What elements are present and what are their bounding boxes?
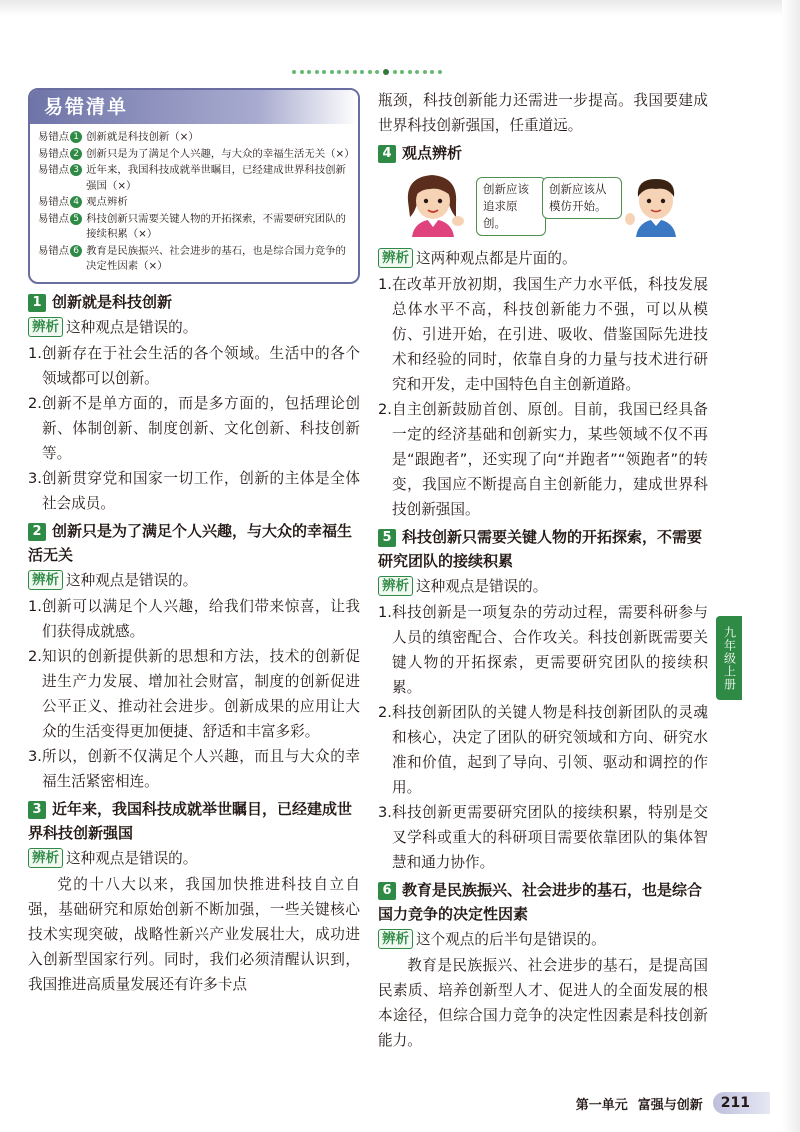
analysis-text: 这个观点的后半句是错误的。: [416, 931, 606, 948]
list-item: [378, 397, 708, 522]
item-text: 创新可以满足个人兴趣，给我们带来惊喜，让我们获得成就感。: [42, 597, 360, 640]
error-item-tag: 易错点: [38, 244, 70, 257]
section-title: 近年来，我国科技成就举世瞩目，已经建成世界科技创新强国: [28, 799, 353, 842]
section-5-heading: [378, 525, 708, 573]
item-number: 3.: [28, 469, 42, 487]
analysis-text: 这种观点是错误的。: [66, 849, 198, 867]
list-item: [28, 341, 360, 391]
error-item-tag: 易错点: [38, 131, 70, 143]
grade-side-tab: 九年级上册: [716, 616, 742, 700]
error-item-text: 近年来，我国科技成就举世瞩目，已经建成世界科技创新强国（×）: [86, 164, 346, 192]
error-item-text: 观点辨析: [86, 196, 128, 208]
list-item: [378, 600, 708, 700]
left-column: [28, 88, 360, 997]
item-number: 2.: [378, 401, 392, 418]
list-item: [28, 744, 360, 794]
error-item-tag: 易错点: [38, 196, 70, 208]
section-number: 2: [28, 523, 46, 541]
error-item-number: 1: [70, 131, 82, 143]
error-item-number: 6: [70, 245, 82, 257]
error-item-tag: 易错点: [38, 147, 70, 160]
error-item-text: 创新就是科技创新（×）: [86, 131, 199, 143]
item-number: 3.: [28, 747, 42, 765]
footer-title: 富强与创新: [637, 1097, 703, 1113]
analysis-badge: 辨析: [378, 929, 413, 949]
error-list-title: 易错清单: [30, 90, 358, 124]
error-item-tag: 易错点: [38, 212, 70, 225]
error-item-number: 5: [70, 213, 82, 225]
section-title: 科技创新只需要关键人物的开拓探索，不需要研究团队的接续积累: [378, 528, 703, 570]
section-title: 教育是民族振兴、社会进步的基石，也是综合国力竞争的决定性因素: [378, 881, 703, 923]
analysis-badge: 辨析: [378, 248, 413, 268]
section-2-heading: [28, 519, 360, 567]
item-number: 1.: [28, 344, 42, 362]
girl-figure-icon: [400, 171, 468, 237]
error-item-tag: 易错点: [38, 164, 70, 176]
section-5-analysis: [378, 575, 708, 599]
section-number: 4: [378, 145, 396, 163]
section-title: 创新就是科技创新: [52, 292, 173, 311]
item-text: 在改革开放初期，我国生产力水平低，科技发展总体水平不高，科技创新能力不强，可以从模仿、引进开始，在引进、吸收、借鉴国际先进技术和经验的同时，依靠自身的力量与技术进行研究和开发，走中国特色自主创新道路。: [392, 276, 708, 393]
error-item: [38, 212, 350, 243]
item-number: 1.: [378, 276, 392, 293]
section-number: 1: [28, 294, 46, 312]
section-title: 创新只是为了满足个人兴趣，与大众的幸福生活无关: [28, 521, 353, 564]
list-item: [378, 700, 708, 800]
error-item: [38, 130, 350, 146]
viewpoint-illustration: [378, 171, 708, 239]
analysis-text: 这两种观点都是片面的。: [416, 250, 577, 267]
analysis-badge: 辨析: [378, 576, 413, 596]
section-6-heading: [378, 878, 708, 926]
item-text: 创新不是单方面的，而是多方面的，包括理论创新、体制创新、制度创新、文化创新、科技创新等。: [42, 394, 360, 462]
analysis-badge: 辨析: [28, 848, 63, 868]
item-number: 1.: [378, 604, 392, 621]
analysis-text: 这种观点是错误的。: [66, 318, 198, 336]
item-text: 科技创新更需要研究团队的接续积累，特别是交叉学科或重大的科研项目需要依靠团队的集体智慧和通力协作。: [392, 804, 708, 871]
section-6-paragraph: 教育是民族振兴、社会进步的基石，是提高国民素质、培养创新型人才、促进人的全面发展的根本途径，但综合国力竞争的决定性因素是科技创新能力。: [378, 957, 708, 1049]
list-item: [378, 800, 708, 875]
item-text: 创新存在于社会生活的各个领域。生活中的各个领域都可以创新。: [42, 344, 360, 387]
section-3-paragraph: 党的十八大以来，我国加快推进科技自立自强，基础研究和原始创新不断加强，一些关键核心技术实现突破，战略性新兴产业发展壮大，成功进入创新型国家行列。同时，我们必须清醒认识到，我国推进高质量发展还有许多卡点: [28, 875, 360, 993]
error-item-text: 创新只是为了满足个人兴趣，与大众的幸福生活无关（×）: [86, 147, 355, 160]
boy-figure-icon: [624, 171, 688, 237]
error-item: [38, 147, 355, 163]
analysis-text: 这种观点是错误的。: [66, 571, 198, 589]
item-number: 1.: [28, 597, 42, 615]
list-item: [28, 391, 360, 466]
item-text: 所以，创新不仅满足个人兴趣，而且与大众的幸福生活紧密相连。: [42, 747, 360, 790]
girl-speech-bubble: 创新应该追求原创。: [476, 177, 546, 236]
section-4-analysis: [378, 247, 708, 271]
page-footer: [576, 1091, 770, 1115]
decorative-dots: [292, 68, 442, 76]
error-item-number: 2: [70, 148, 82, 160]
item-number: 2.: [28, 647, 42, 665]
error-list-items: [30, 124, 358, 282]
section-1-analysis: [28, 316, 360, 340]
error-item: [38, 244, 350, 275]
item-text: 知识的创新提供新的思想和方法，技术的创新促进生产力发展、增加社会财富，制度的创新促进公平正义、推动社会进步。创新成果的应用让大众的生活变得更加便捷、舒适和丰富多彩。: [42, 647, 360, 740]
item-number: 2.: [378, 704, 392, 721]
item-text: 科技创新是一项复杂的劳动过程，需要科研参与人员的缜密配合、合作攻关。科技创新既需要关键人物的开拓探索，更需要研究团队的接续积累。: [392, 604, 708, 696]
item-number: 2.: [28, 394, 42, 412]
section-number: 6: [378, 882, 396, 900]
error-list-box: [28, 88, 360, 284]
section-title: 观点辨析: [402, 144, 463, 162]
section-2-analysis: [28, 569, 360, 593]
section-4-heading: [378, 141, 708, 165]
analysis-text: 这种观点是错误的。: [416, 578, 548, 595]
right-column: [378, 88, 708, 1053]
list-item: [28, 644, 360, 744]
item-text: 创新贯穿党和国家一切工作，创新的主体是全体社会成员。: [42, 469, 360, 512]
analysis-badge: 辨析: [28, 570, 63, 590]
error-item-text: 科技创新只需要关键人物的开拓探索，不需要研究团队的接续积累（×）: [86, 212, 346, 240]
analysis-badge: 辨析: [28, 317, 63, 337]
section-3-paragraph-continued: 瓶颈，科技创新能力还需进一步提高。我国要建成世界科技创新强国，任重道远。: [378, 92, 708, 134]
section-number: 5: [378, 529, 396, 547]
section-number: 3: [28, 801, 46, 819]
item-text: 科技创新团队的关键人物是科技创新团队的灵魂和核心，决定了团队的研究领域和方向、研究水准和价值，起到了导向、引领、驱动和调控的作用。: [392, 704, 708, 796]
error-item-number: 3: [70, 164, 82, 176]
page-top-edge: [0, 0, 800, 16]
item-text: 自主创新鼓励首创、原创。目前，我国已经具备一定的经济基础和创新实力，某些领域不仅不再是“跟跑者”，还实现了向“并跑者”“领跑者”的转变，我国应不断提高自主创新能力，建成世界科技创新强国。: [392, 401, 708, 518]
error-item: [38, 195, 350, 211]
page-number: 211: [713, 1092, 770, 1114]
section-3-heading: [28, 797, 360, 845]
boy-speech-bubble: 创新应该从模仿开始。: [542, 177, 622, 219]
section-6-analysis: [378, 928, 708, 952]
section-3-analysis: [28, 847, 360, 871]
error-item-text: 教育是民族振兴、社会进步的基石，也是综合国力竞争的决定性因素（×）: [86, 244, 346, 272]
section-1-heading: [28, 290, 360, 314]
list-item: [378, 272, 708, 397]
list-item: [28, 594, 360, 644]
page-right-edge: [782, 0, 800, 1132]
error-item-number: 4: [70, 196, 82, 208]
footer-unit: 第一单元: [575, 1097, 628, 1113]
list-item: [28, 466, 360, 516]
item-number: 3.: [378, 804, 392, 821]
error-item: [38, 163, 350, 194]
